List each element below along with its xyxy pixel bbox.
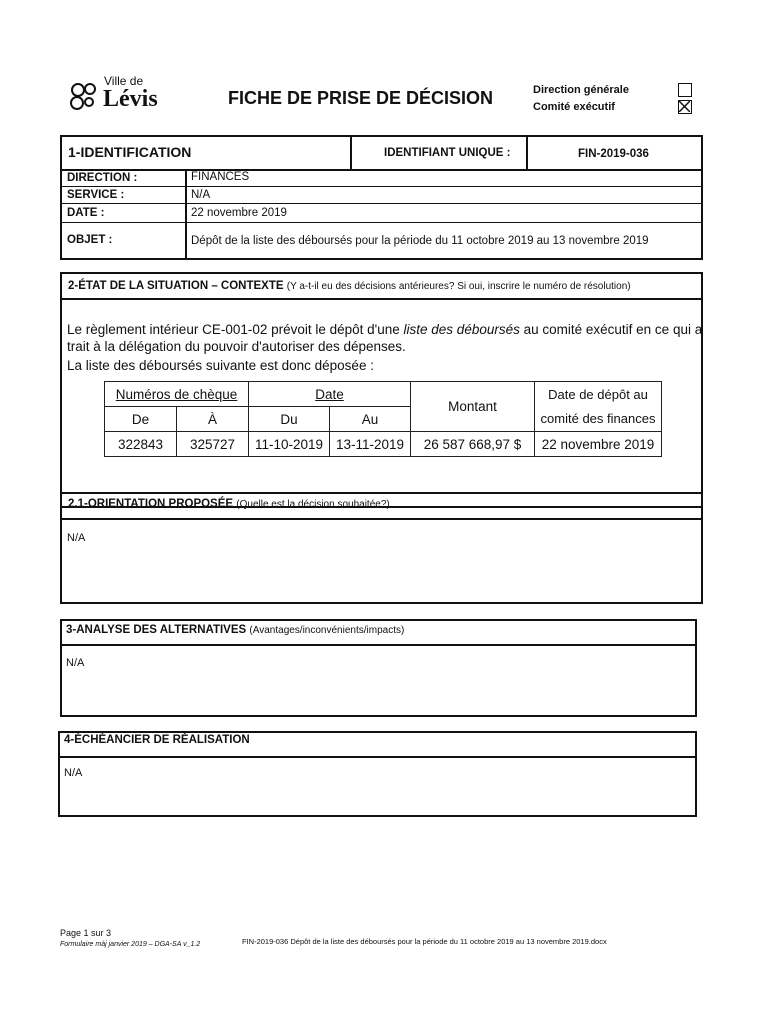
section-identification-title: 1-IDENTIFICATION: [68, 144, 192, 160]
footer-page-number: Page 1 sur 3: [60, 928, 112, 938]
footer-file-name: FIN-2019-036 Dépôt de la liste des déboursés pour la période du 11 octobre 2019 au 13 novembre 2019.docx: [242, 937, 607, 946]
unique-id-label: IDENTIFIANT UNIQUE :: [384, 147, 511, 159]
section-situation-title: [68, 280, 631, 292]
ville-de-levis-logo: [68, 74, 178, 120]
subheader-a: À: [177, 407, 249, 432]
header-cheque-numbers: Numéros de chèque: [105, 382, 249, 407]
section-analyse-title: [66, 624, 404, 636]
date-label: DATE :: [67, 207, 105, 219]
checkbox-comite-executif[interactable]: [678, 100, 692, 114]
service-label: SERVICE :: [67, 189, 125, 201]
cell-depot: 22 novembre 2019: [535, 432, 662, 457]
table-row: [105, 432, 662, 457]
cell-montant: 26 587 668,97 $: [411, 432, 535, 457]
header-depot-line2: comité des finances: [540, 410, 656, 426]
para1-emphasis: liste des déboursés: [403, 322, 520, 337]
unique-id-value: FIN-2019-036: [578, 148, 649, 160]
orientation-title-text: 2.1-ORIENTATION PROPOSÉE: [68, 498, 234, 510]
orientation-content: N/A: [67, 532, 86, 544]
analyse-title-text: 3-ANALYSE DES ALTERNATIVES: [66, 624, 247, 636]
cell-a: 325727: [177, 432, 249, 457]
analyse-content: N/A: [66, 657, 85, 669]
analyse-subtitle: (Avantages/inconvénients/impacts): [249, 625, 405, 636]
objet-label: OBJET :: [67, 234, 113, 246]
header-date: Date: [249, 382, 411, 407]
header-montant: Montant: [411, 382, 535, 432]
cell-de: 322843: [105, 432, 177, 457]
orientation-subtitle: (Quelle est la décision souhaitée?): [236, 499, 390, 510]
logo-emblem-icon: [68, 80, 102, 114]
footer-form-version: Formulaire màj janvier 2019 – DGA-SA v_1.2: [60, 941, 201, 948]
situation-subtitle: (Y a-t-il eu des décisions antérieures? Si oui, inscrire le numéro de résolution): [286, 281, 631, 292]
cell-du: 11-10-2019: [249, 432, 330, 457]
checkbox-direction-generale[interactable]: [678, 83, 692, 97]
logo-top-text: Ville de: [104, 74, 144, 88]
logo-main-text: Lévis: [103, 86, 158, 112]
deboursés-table: [104, 381, 662, 457]
header-date-depot: [535, 382, 662, 432]
service-value: N/A: [191, 189, 211, 201]
section-orientation-title: [68, 498, 390, 510]
destination-direction-generale: Direction générale: [533, 84, 629, 96]
page-title: FICHE DE PRISE DE DÉCISION: [228, 88, 494, 108]
direction-label: DIRECTION :: [67, 172, 138, 184]
date-value: 22 novembre 2019: [191, 207, 287, 219]
para1-line2: trait à la délégation du pouvoir d'autoriser des dépenses.: [67, 339, 406, 354]
header-depot-line1: Date de dépôt au: [548, 386, 648, 402]
situation-paragraph-1: [67, 321, 702, 355]
subheader-au: Au: [330, 407, 411, 432]
subheader-du: Du: [249, 407, 330, 432]
situation-paragraph-2: La liste des déboursés suivante est donc déposée :: [67, 358, 374, 373]
direction-value: FINANCES: [191, 171, 250, 183]
cell-au: 13-11-2019: [330, 432, 411, 457]
situation-title-text: 2-ÉTAT DE LA SITUATION – CONTEXTE: [68, 280, 284, 292]
objet-value: Dépôt de la liste des déboursés pour la période du 11 octobre 2019 au 13 novembre 2019: [191, 235, 649, 247]
para1-start: Le règlement intérieur CE-001-02 prévoit le dépôt d'une: [67, 322, 404, 337]
destination-comite-executif: Comité exécutif: [533, 101, 615, 113]
checkmark-x-icon: [679, 101, 690, 112]
echeancier-content: N/A: [64, 767, 83, 779]
subheader-de: De: [105, 407, 177, 432]
section-echeancier-title: 4-ÉCHÉANCIER DE RÉALISATION: [64, 734, 250, 746]
para1-end: au comité exécutif en ce qui a: [519, 322, 703, 337]
